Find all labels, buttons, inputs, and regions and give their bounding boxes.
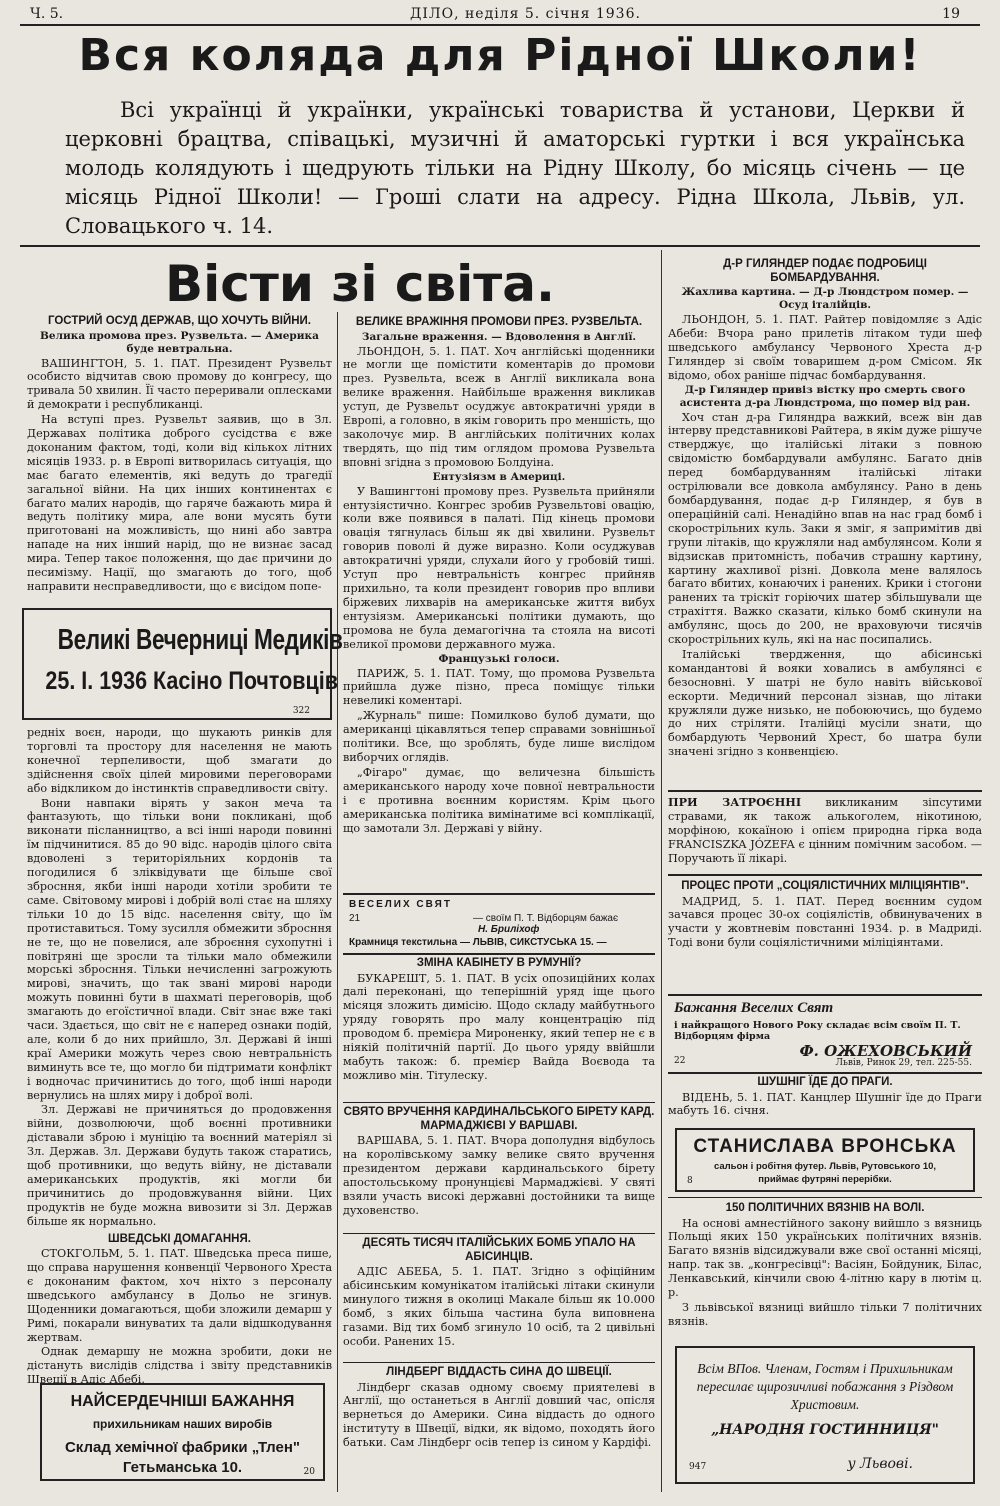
paragraph: ВАРШАВА, 5. 1. ПАТ. Вчора дополудня відбулось на королівському замку велике свято вручення президентом держави кардинальського бірету апостольському пронунцієві Мармаджієві. У святі взяли участь високі державні достойники та вище духовенство. <box>343 1134 655 1217</box>
paragraph: Ліндберг сказав одному своєму приятелеві в Англії, що останеться в Англії довший час, опісля вернеться до Америки. Сина віддасть до одного інституту в Швеції, відки, як відомо, походять його батьки. Сам Ліндберг осів тепер із сином у Кардіфі. <box>343 1380 655 1450</box>
ad-tlen-line1: НАЙСЕРДЕЧНІШІ БАЖАННЯ <box>70 1393 295 1410</box>
newspaper-dateline: ДІЛО, неділя 5. січня 1936. <box>410 6 641 22</box>
subheadline: Загальне враження. — Вдоволення в Англії. <box>361 330 637 343</box>
column-3-ad-text <box>668 796 982 866</box>
ad-number: 322 <box>292 706 310 716</box>
column-1-bottom <box>27 726 332 1387</box>
ad-medics <box>22 608 343 720</box>
ad-number: 8 <box>687 1176 693 1186</box>
column-divider-1 <box>337 312 338 1492</box>
paragraph: З львівської вязниці вийшло тільки 7 політичних вязнів. <box>668 1300 982 1328</box>
ad-number: 22 <box>674 1056 686 1066</box>
paragraph: СТОКГОЛЬМ, 5. 1. ПАТ. Шведська преса пише, що справа нарушення конвенції Червоного Хреста є доконаним фактом, хоч ніхто з персоналу шведського амбулансу в Дольо не згинув. Щоденники домагаються, щоби зложили демарш у Римі, покарали винуватих та дали відшкодування жертвам. <box>27 1247 332 1344</box>
paragraph: ЛЬОНДОН, 5. 1. ПАТ. Райтер повідомляє з Адіс Абеби: Вчора рано прилетів літаком туди шеф шведського амбулансу Червоного Хреста д-р Гиляндер зі своїм товаришем д-ром Смісом. Як відомо, обох раніше підчас бомбардування. <box>668 313 982 382</box>
column-2-bottom-4 <box>343 1366 655 1450</box>
column-2-top <box>343 316 655 835</box>
ad-brilikhof-line3: Н. Бриліхоф <box>478 924 540 935</box>
column-2-bottom-2 <box>343 1106 655 1217</box>
ad-tlen-line4: Гетьманська 10. <box>122 1459 243 1476</box>
ad-narodnia-line1: Всім ВПов. Членам, Гостям і Прихильникам пересилає щирозичливі побажання з Різдвом Христовим. <box>696 1361 954 1412</box>
divider <box>668 874 982 876</box>
headline: ШВЕДСЬКІ ДОМАГАННЯ. <box>108 1232 251 1245</box>
ad-narodnia-line2: „НАРОДНЯ ГОСТИННИЦЯ" <box>711 1422 939 1438</box>
column-1-top <box>27 315 332 594</box>
paragraph: Італійські твердження, що абісинські командантові й вояки ховались в амбулянсі є безосновні. У шатрі не було навіть військової ескорти. Медичний персонал зізнав, що літаки кружляли дуже низько, не побоюючись, що будемо до них стріляти. Італійці мусіли знати, що бомбардують Червоний Хрест, бо шатра були значені згідно з конвенцією. <box>668 647 982 759</box>
ad-ozhekhovsky <box>668 994 982 1074</box>
ad-number: 20 <box>303 1467 315 1477</box>
headline: СВЯТО ВРУЧЕННЯ КАРДИНАЛЬСЬКОГО БІРЕТУ КАРД. МАРМАДЖІЄВІ У ВАРШАВІ. <box>343 1106 655 1132</box>
ad-tlen-line2: прихильникам наших виробів <box>92 1417 273 1431</box>
banner-text: Всі українці й українки, українські товариства й установи, Церкви й церковні брацтва, співацькі, музичні й аматорські гуртки і вся українська молодь колядують і щедрують тільки на Рідну Школу, бо місяць січень — це місяць Рідної Школи! — Гроші слати на адресу. Рідна Школа, Львів, ул. Словацького ч. 14. <box>65 98 965 238</box>
section-title: Вісти зі світа. <box>164 255 556 313</box>
banner-rule <box>20 245 980 247</box>
ad-brilikhof-line2: — своїм П. Т. Відборцям бажає <box>473 913 619 924</box>
paragraph: Хоч стан д-ра Гиляндра важкий, всеж він дав інтерву представникові Райтера, в якім дуже рішуче стверджує, що італійські літаки з повною свідомістю бомбардували амбулянс. Багато днів перед бомбардуванням італійські літаки острілювали все довкола амбулянсу. Рано в день бомбардування, подає д-р Гиляндер, я був в операційній салі. Ненадійно впав на нас град бомб і скорострільних куль. Заки я зміг, я запримітив дві групи літаків, що кружляли над амбулянсом. Коли я відзискав притомність, побачив страшну картину, картину жахливої різні. Довкола мене валялось багато вбитих, конаючих і ранених. Крики і стогони ранених та тріскіт горіючих шатер збільшували ще страхіття. Важко сказати, кілько бомб скинули на амбулянс, щось до 200, не враховуючи тисячів скорострільних куль, які на нас посипались. <box>668 410 982 647</box>
headline: Д-Р ГИЛЯНДЕР ПОДАЄ ПОДРОБИЦІ БОМБАРДУВАННЯ. <box>723 258 927 284</box>
ad-brilikhof <box>343 893 655 955</box>
headline: ГОСТРИЙ ОСУД ДЕРЖАВ, ЩО ХОЧУТЬ ВІЙНИ. <box>47 315 311 327</box>
headline: ВЕЛИКЕ ВРАЖІННЯ ПРОМОВИ ПРЕЗ. РУЗВЕЛЬТА. <box>355 316 643 328</box>
paragraph: ПАРИЖ, 5. 1. ПАТ. Тому, що промова Рузвельта прийшла дуже пізно, преса поміщує тільки невеликі коментарі. <box>343 666 655 708</box>
subheadline: Д-р Гиляндер привіз вістку про смерть свого асистента д-ра Люндстрома, що помер від ран. <box>679 383 971 409</box>
page-header <box>30 2 960 24</box>
paragraph: У Вашингтоні промову през. Рузвельта прийняли ентузіястично. Конгрес зробив Рузвельтові овацію, коли вже появився в палаті. Під кінець промови овація тягнулась більш як дві хвилини. Рузвельт говорив поволі й дуже виразно. Коли осуджував автократичні уряди, слухали його у гробовій тиші. Уступ про невтральність конгрес прийняв прихильно, та коли президент говорив про впливи біржевих лихварів на американське життя вибух ентузіязм. Американські політики думають, що промова не була демагогічна та стояла на висоті великої промови державного мужа. <box>343 484 655 651</box>
ad-narodnia <box>675 1346 975 1484</box>
ad-number: 947 <box>689 1462 707 1472</box>
column-3-mid <box>668 880 982 950</box>
paragraph: МАДРИД, 5. 1. ПАТ. Перед воєнним судом зачався процес 30-ох соціялістів, обвинувачених в участи у жовтневім повстанні 1934. р. в Мадриді. Тоді вони були соціялістичними міліціянтами. <box>668 894 982 950</box>
ad-medics-line1: Великі Вечерниці Медиків <box>57 624 343 656</box>
divider <box>343 1102 655 1103</box>
paragraph: Однак демаршу не можна зробити, доки не дістануть вислідів слідства і звіту представників Швеції в Адіс Абебі. <box>27 1345 332 1387</box>
lead-in: ПРИ ЗАТРОЄННІ <box>668 795 802 809</box>
column-3-prisoners <box>668 1202 982 1329</box>
paragraph: Зл. Державі не причиняться до продовження війни, дозволюючи, щоб воєнні противники діставали зброю і муніцію та воєнний матеріял зі Зл. Держав. Зл. Держави будуть також старатись, щоб противники, що ведуть війну, не діставали американських продуктів, які могли би причинитись до продовжування війни. Цих продуктів не буде можна вивозити зі Зл. Держав більше як нормально. <box>27 1103 332 1228</box>
divider <box>343 1362 655 1363</box>
paragraph: На основі амнестійного закону вийшло з вязниць Польщі яких 150 українських політичних вязнів. Багато вязнів відсиджували вже свої останні місяці, напр. так зв. „конгресівці": Васіян, Бойдуник, Білас, Ленкавський, кінчили свою 4-літню кару в лютім ц. р. <box>668 1216 982 1300</box>
divider <box>668 1197 982 1198</box>
paragraph: Вони навпаки вірять у закон меча та фантазують, що тільки вони покликані, щоб виконати післанництво, а всі інші народи повинні їм підчинитися. 85 до 90 відс. народів цілого світа вдоволені з територіяльних кордонів та погодилися б зліквідувати ще більше свої збросння, якби інші народи хотіли зробити те саме. Світовому мирові і добрій волі стає на шляху тільки 10 до 15 відс. населення світу, що їм протиставиться. Тому зусилля обмежити збросння не те, що не повелися, але зброєння сухопутні і повітряні ще зросли та тільки мало обмежили морські збросння. Тільки нечисленні загрожують мирові, значить, що так звані мирові народи можуть повинні бути в шахматі переговорів, щоб змагають до егоїстичної влади. Світ знає вже такі часи. Здається, що світ не є наперед ознаки подій, але, коли б до них прийшло, Зл. Державі й інші краї Америки можуть через свою невтральність виминуть все те, що могло би підтримати конфлікт і водночас причинитись до того, щоб інші народи вернулись на шлях миру і доброї волі. <box>27 796 332 1102</box>
ad-vronska <box>675 1128 975 1192</box>
page-number: 19 <box>942 6 960 22</box>
headline: 150 ПОЛІТИЧНИХ ВЯЗНІВ НА ВОЛІ. <box>725 1202 925 1214</box>
divider <box>668 790 982 792</box>
paragraph: редніх воєн, народи, що шукають ринків для торговлі та простору для населення не мають конечної терпеливости, щоб змагати до здійснення своїх цілей мировими переговорами або відкликом до інстинктів справедливости світу. <box>27 726 332 795</box>
ad-brilikhof-line1: ВЕСЕЛИХ СВЯТ <box>349 899 452 910</box>
headline: ЗМІНА КАБІНЕТУ В РУМУНІЇ? <box>416 957 582 969</box>
ad-vronska-line2: сальон і робітня футер. Львів, Рутовського 10, <box>713 1161 937 1172</box>
ad-ozhekhovsky-line1: Бажання Веселих Свят <box>674 1000 834 1016</box>
paragraph: АДІС АБЕБА, 5. 1. ПАТ. Згідно з офіційним абісинським комунікатом італійські літаки скинули минулого тижня в околиці Макале більш як 10.000 бомб, з яких більша частина була виповнена газами. Від тих бомб згинуло 10 осіб, та 2 цивільні особи. Ранених 15. <box>343 1265 655 1348</box>
ad-vronska-line1: СТАНИСЛАВА ВРОНСЬКА <box>693 1136 957 1157</box>
paragraph: „Журналь" пише: Помилково булоб думати, що американці цікавляться тепер справами зовнішньої політики. Все, що зроблять, буде лише вислідом виборчих оглядів. <box>343 709 655 764</box>
paragraph: БУКАРЕШТ, 5. 1. ПАТ. В усіх опозиційних колах далі переконані, що теперішній уряд іще цього місяця зложить димісію. Щодо складу майбутнього уряду говорять про малу концентрацію під проводом б. премієра Мироненку, який тепер не є в ніякій політичній партії. До цього уряду ввійшли мабуть також: б. премієр Вайда Воєвода та можливо мін. Тітулеску. <box>343 971 655 1082</box>
issue-number: Ч. 5. <box>30 6 64 22</box>
column-3-shushnig <box>668 1076 982 1118</box>
ad-tlen-line3: Склад хемічної фабрики „Тлен" <box>64 1439 301 1456</box>
paragraph: На вступі през. Рузвельт заявив, що в Зл. Державах політика доброго сусідства є вже доконаним фактом, тоді, коли від кількох літних місяців 1933. р. в Европі витворилась ситуація, що має багато елементів, які ведуть до трагедії загальної війни. На цих інших континентах є багато малих народів, що гаряче бажають мира й ведуть політику мира, але вони мусять бути приготовані на можливість, що нині або завтра нападе на них інший нарід, що не визнає засад мира. Тепер такоє положення, що дає причини до песимізму. Нації, що змагають до того, щоб направити несправедливости, що є висідом попе- <box>27 413 332 593</box>
headline: ЛІНДБЕРГ ВІДДАСТЬ СИНА ДО ШВЕЦІЇ. <box>386 1366 612 1378</box>
ad-vronska-line3: приймає футряні перерібки. <box>758 1174 892 1185</box>
divider <box>343 1233 655 1234</box>
column-2-bottom <box>343 957 655 1083</box>
ad-narodnia-line3: у Львові. <box>847 1456 913 1472</box>
ad-medics-line2: 25. І. 1936 Касіно Почтовців <box>45 667 338 695</box>
subheadline: Французькі голоси. <box>438 652 560 665</box>
ad-ozhekhovsky-line3: Ф. ОЖЕХОВСЬКИЙ <box>799 1042 972 1060</box>
headline: ПРОЦЕС ПРОТИ „СОЦІЯЛІСТИЧНИХ МІЛІЦІЯНТІВ". <box>681 880 969 892</box>
ad-number: 21 <box>349 913 361 924</box>
paragraph: ВАШИНГТОН, 5. 1. ПАТ. Президент Рузвельт особисто відчитав свою промову до конгресу, що тривала 50 хвилин. Її часто переривали оплесками й демократи і республиканці. <box>27 356 332 412</box>
paragraph: викликаним зіпсутими стравами, як також алькоголем, нікотиною, морфіною, кокаїною і опієм природна гірка вода FRANCISZKA JÓZEFA є цінним помічним засобом. — Поручають її лікарі. <box>668 796 982 865</box>
column-divider-2 <box>661 250 662 1492</box>
ad-ozhekhovsky-line4: Львів, Ринок 29, тел. 225-55. <box>835 1058 972 1068</box>
paragraph: „Фігаро" думає, що величезна більшість американського народу хоче повної невтральности і є противна воєнним користям. Крім цього американська політика вимінатиме всі комплікації, що замотали Зл. Державі у війну. <box>343 765 655 835</box>
column-2-bottom-3 <box>343 1237 655 1348</box>
paragraph: ЛЬОНДОН, 5. 1. ПАТ. Хоч англійські щоденники не могли ще помістити коментарів до промови през. Рузвельта, всеж в Англії викликала вона велике враження. Найбільше враження викликав уступ, де Рузвельт осуджує автократичні уряди в Европі, а головно, в якім говорить про меншість, що заколочує мир. В англійських політичних колах твердять, що під тим оглядом промова Рузвельта вповні згідна з промовою Болдуіна. <box>343 344 655 469</box>
subheadline: Ентузіязм в Америці. <box>432 470 566 483</box>
subheadline: Жахлива картина. — Д-р Люндстром помер. — Осуд італійців. <box>681 286 969 311</box>
headline: ДЕСЯТЬ ТИСЯЧ ІТАЛІЙСЬКИХ БОМБ УПАЛО НА АБІСИНЦІВ. <box>362 1237 636 1263</box>
header-rule <box>20 24 980 26</box>
column-3-top <box>668 258 982 759</box>
paragraph: ВІДЕНЬ, 5. 1. ПАТ. Канцлер Шушніг їде до Праги мабуть 16. січня. <box>668 1090 982 1118</box>
ad-brilikhof-line4: Крамниця текстильна — ЛЬВІВ, СИКСТУСЬКА 15. — <box>349 937 607 948</box>
subheadline: Велика промова през. Рузвельта. — Америка буде невтральна. <box>40 329 319 355</box>
ad-tlen <box>40 1383 325 1481</box>
banner-title: Вся коляда для Рідної Школи! <box>78 30 922 81</box>
headline: ШУШНІГ ЇДЕ ДО ПРАГИ. <box>757 1076 893 1088</box>
ad-ozhekhovsky-line2: і найкращого Нового Року складає всім своїм П. Т. Відборцям фірма <box>674 1020 961 1042</box>
